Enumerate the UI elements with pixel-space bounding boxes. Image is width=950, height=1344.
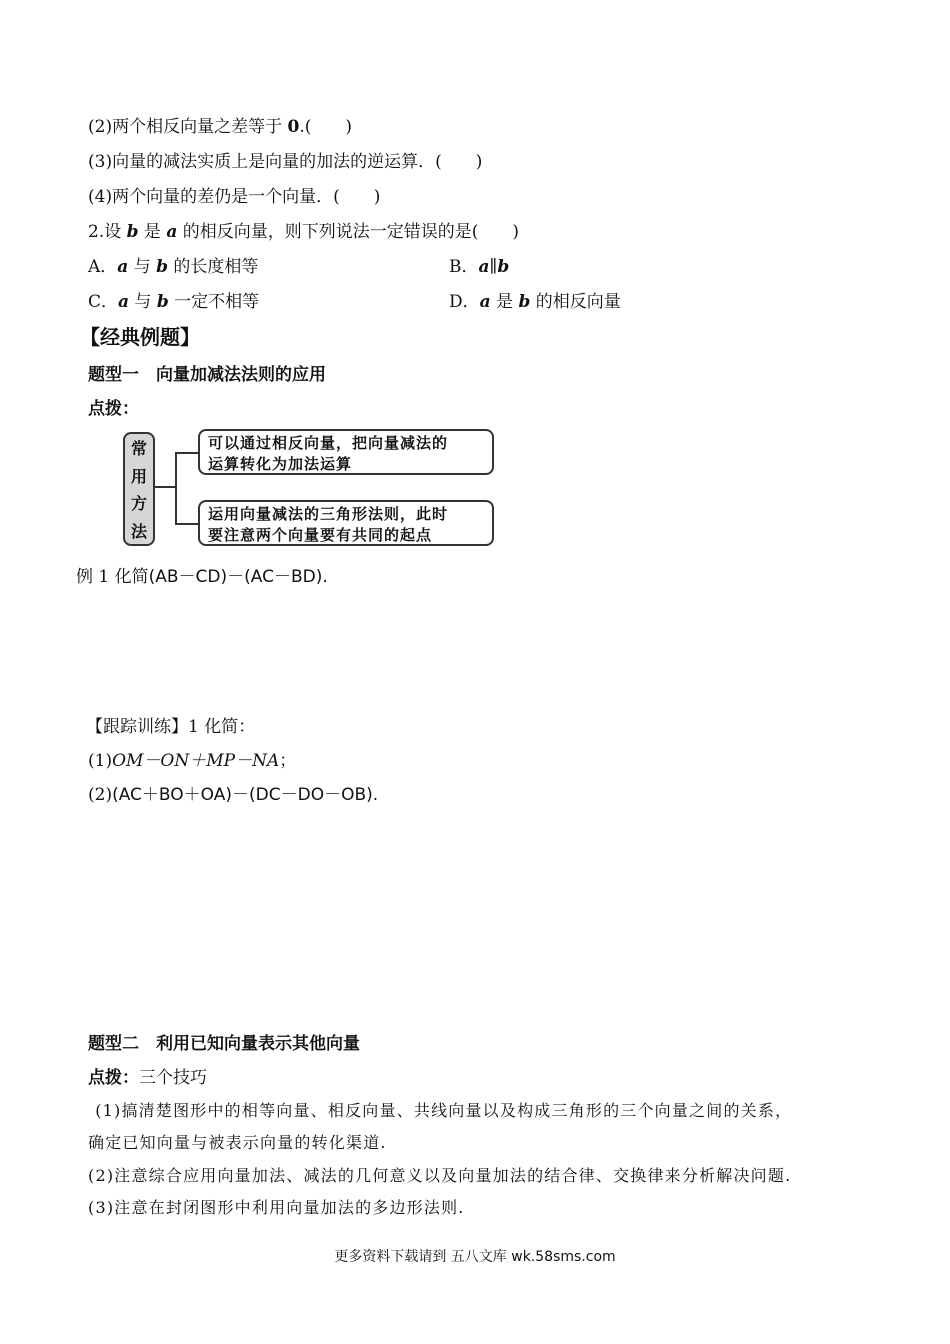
followup-label: 【跟踪训练】1 化简：	[86, 717, 256, 737]
q2-var-b: b	[126, 222, 139, 242]
common-methods-diagram	[120, 424, 500, 552]
tip-3: (3)注意在封闭图形中利用向量加法的多边形法则.	[88, 1198, 465, 1217]
label-char-4: 法	[130, 521, 147, 541]
type1-title: 题型一 向量加减法法则的应用	[88, 365, 326, 385]
label-char-1: 常	[130, 439, 147, 459]
option-b-label: B．	[449, 257, 479, 277]
type2-title: 题型二 利用已知向量表示其他向量	[88, 1034, 360, 1054]
tip-1-line-2: 确定已知向量与被表示向量的转化渠道.	[88, 1133, 387, 1152]
judgment-2	[88, 116, 352, 138]
method-box-1	[198, 429, 494, 475]
example-1	[76, 566, 328, 588]
followup-1-prefix: (1)	[88, 751, 113, 771]
option-c	[88, 291, 259, 313]
option-b	[449, 256, 509, 278]
followup-2	[88, 784, 378, 806]
option-c-text-2: 一定不相等	[168, 292, 260, 312]
option-a-var-b: b	[156, 257, 168, 277]
connector-vertical	[175, 452, 177, 524]
option-b-var-b: b	[497, 257, 510, 277]
option-a-label: A．	[88, 257, 118, 277]
option-a	[88, 256, 258, 278]
q2-text-3: 的相反向量，则下列说法一定错误的是( )	[177, 222, 520, 242]
option-d-var-b: b	[518, 292, 531, 312]
option-d-text-2: 的相反向量	[530, 292, 621, 312]
judgment-2-text: (2)两个相反向量之差等于	[88, 117, 288, 137]
method-2-line-1: 运用向量减法的三角形法则，此时	[208, 505, 449, 523]
option-d-label: D．	[449, 292, 480, 312]
common-methods-label	[123, 432, 155, 546]
option-a-text-2: 的长度相等	[168, 257, 259, 277]
q2-text-2: 是	[138, 222, 167, 242]
method-2-line-2: 要注意两个向量要有共同的起点	[208, 526, 433, 544]
option-c-label: C．	[88, 292, 119, 312]
example-1-expression: (AB－CD)－(AC－BD).	[148, 567, 328, 587]
followup-2-expression: (AC＋BO＋OA)－(DC－DO－OB).	[112, 785, 379, 805]
option-a-var-a: a	[117, 257, 129, 277]
option-d-var-a: a	[479, 292, 491, 312]
method-1-line-1: 可以通过相反向量，把向量减法的	[208, 434, 449, 452]
zero-vector-symbol: 0	[287, 117, 300, 137]
followup-2-prefix: (2)	[88, 785, 113, 805]
footer-watermark: 更多资料下载请到 五八文库 wk.58sms.com	[334, 1249, 616, 1265]
type2-hint-label: 点拨：	[88, 1068, 139, 1088]
judgment-3: (3)向量的减法实质上是向量的加法的逆运算．( )	[88, 152, 483, 172]
option-b-parallel: ∥	[489, 257, 498, 277]
connector-stem	[155, 486, 175, 488]
question-2	[88, 221, 519, 243]
option-c-var-a: a	[118, 292, 130, 312]
option-d	[449, 291, 621, 313]
tip-2: (2)注意综合应用向量加法、减法的几何意义以及向量加法的结合律、交换律来分析解决问题.	[88, 1166, 792, 1185]
followup-1-expression: OM－ON＋MP－NA	[112, 751, 280, 771]
label-char-2: 用	[130, 466, 147, 486]
option-b-var-a: a	[478, 257, 490, 277]
followup-1	[88, 750, 296, 772]
followup-1-suffix: ；	[279, 751, 297, 771]
option-a-text-1: 与	[128, 257, 157, 277]
judgment-2-bracket: .( )	[299, 117, 352, 137]
q2-text-1: 2.设	[88, 222, 127, 242]
q2-var-a: a	[166, 222, 178, 242]
type2-hint-text: 三个技巧	[139, 1068, 207, 1088]
label-char-3: 方	[130, 494, 147, 514]
connector-bottom	[175, 523, 198, 525]
connector-top	[175, 452, 198, 454]
method-box-2	[198, 500, 494, 546]
example-1-prefix: 例 1 化简	[76, 567, 149, 587]
section-title: 【经典例题】	[80, 325, 200, 349]
option-d-text-1: 是	[490, 292, 519, 312]
tip-1-line-1: (1)搞清楚图形中的相等向量、相反向量、共线向量以及构成三角形的三个向量之间的关系，	[86, 1101, 793, 1120]
option-c-text-1: 与	[129, 292, 157, 312]
method-1-line-2: 运算转化为加法运算	[208, 455, 353, 473]
type1-hint-label: 点拨：	[88, 399, 139, 419]
judgment-4: (4)两个向量的差仍是一个向量．( )	[88, 187, 381, 207]
type2-hint	[88, 1067, 207, 1089]
option-c-var-b: b	[156, 292, 169, 312]
